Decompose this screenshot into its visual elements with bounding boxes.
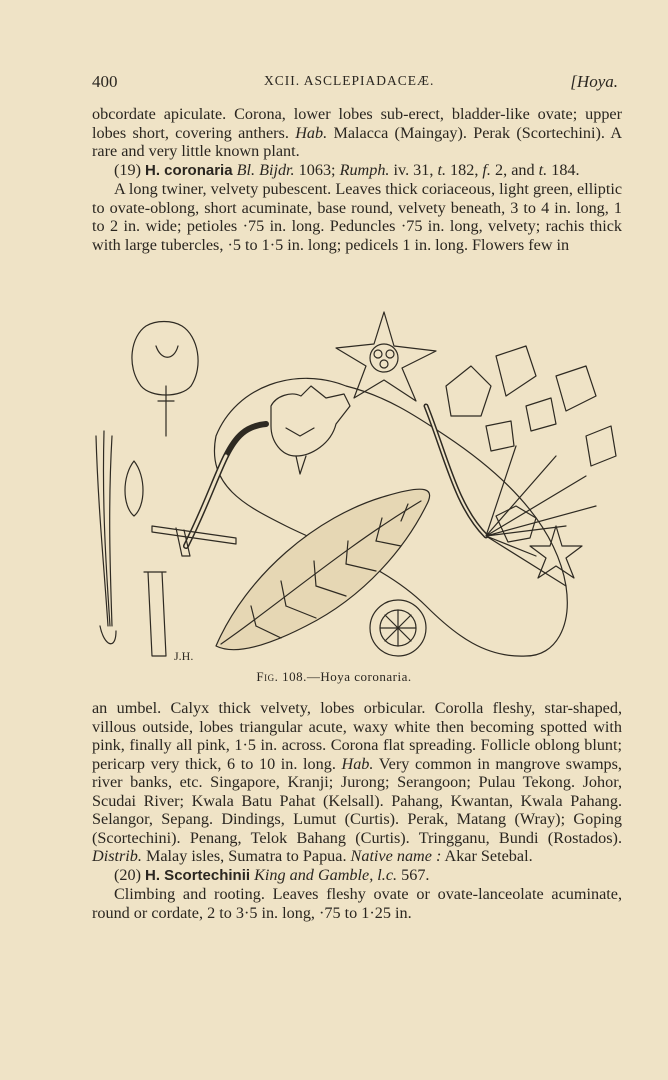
flower-cluster [446, 346, 616, 466]
corona [132, 322, 198, 396]
figure-label: Fig. 108. [256, 669, 307, 684]
page-number: 400 [92, 72, 118, 91]
page-header [92, 72, 618, 94]
peduncle [426, 406, 486, 536]
hair-bundle [96, 431, 116, 644]
follicle [144, 572, 166, 656]
paragraph: obcordate apiculate. Corona, lower lobes sub-erect, bladder-like ovate; upper lobes short, covering anthers. Hab. Malacca (Maingay). Perak (Scortechini). A rare and very little known plant. [92, 105, 623, 160]
upper-text-block [92, 105, 622, 254]
genus-heading: [Hoya. [570, 72, 618, 91]
figure-caption [0, 669, 668, 685]
species-name: H. coronaria [145, 161, 233, 179]
paragraph: Climbing and rooting. Leaves fleshy ovate or ovate-lanceolate acuminate, round or cordate, 2 to 3·5 in. long, ·75 to 1·25 in. [92, 885, 622, 922]
species-name: H. Scortechinii [145, 866, 251, 884]
illustrator-initials: J.H. [174, 649, 194, 663]
lower-text-block [92, 699, 622, 922]
paragraph: A long twiner, velvety pubescent. Leaves thick coriaceous, light green, elliptic to ovate-oblong, short acuminate, base round, velvety beneath, 3 to 4 in. long, 1 to 2 in. wide; petioles ·75 in. long. Peduncles ·75 in. long, velvety; rachis thick with large tubercles, ·5 to 1·5 in. long; pedicels 1 in. long. Flowers few in [92, 180, 622, 254]
flower-cup [271, 386, 350, 456]
species-entry-20: (20) H. Scortechinii King and Gamble, l.c. 567. [114, 865, 430, 884]
running-title: XCII. ASCLEPIADACEÆ. [264, 73, 435, 88]
species-entry-19: (19) H. coronaria Bl. Bijdr. 1063; Rumph. iv. 31, t. 182, f. 2, and t. 184. [114, 160, 580, 179]
paragraph: an umbel. Calyx thick velvety, lobes orbicular. Corolla fleshy, star-shaped, villous outside, lobes triangular acute, waxy white then becoming spotted with pink, finally all pink, 1·5 in. across. Corona flat spreading. Follicle oblong blunt; pericarp very thick, 6 to 10 in. long. Hab. Very common in mangrove swamps, river banks, etc. Singapore, Kranji; Jurong; Serangoon; Pulau Tekong. Johor, Scudai River; Kwala Batu Pahat (Kelsall). Pahang, Kwantan, Kwala Pahang. Selangor, Sepang. Dindings, Lumut (Curtis). Perak, Matang (Wray); Goping (Scortechini). Penang, Telok Bahang (Curtis). Tringganu, Bundi (Rostados). Distrib. Malay isles, Sumatra to Papua. Native name : Akar Setebal. [92, 699, 622, 865]
figure-title: —Hoya coronaria. [306, 669, 412, 684]
botanical-illustration [86, 306, 626, 668]
petal [125, 461, 143, 516]
